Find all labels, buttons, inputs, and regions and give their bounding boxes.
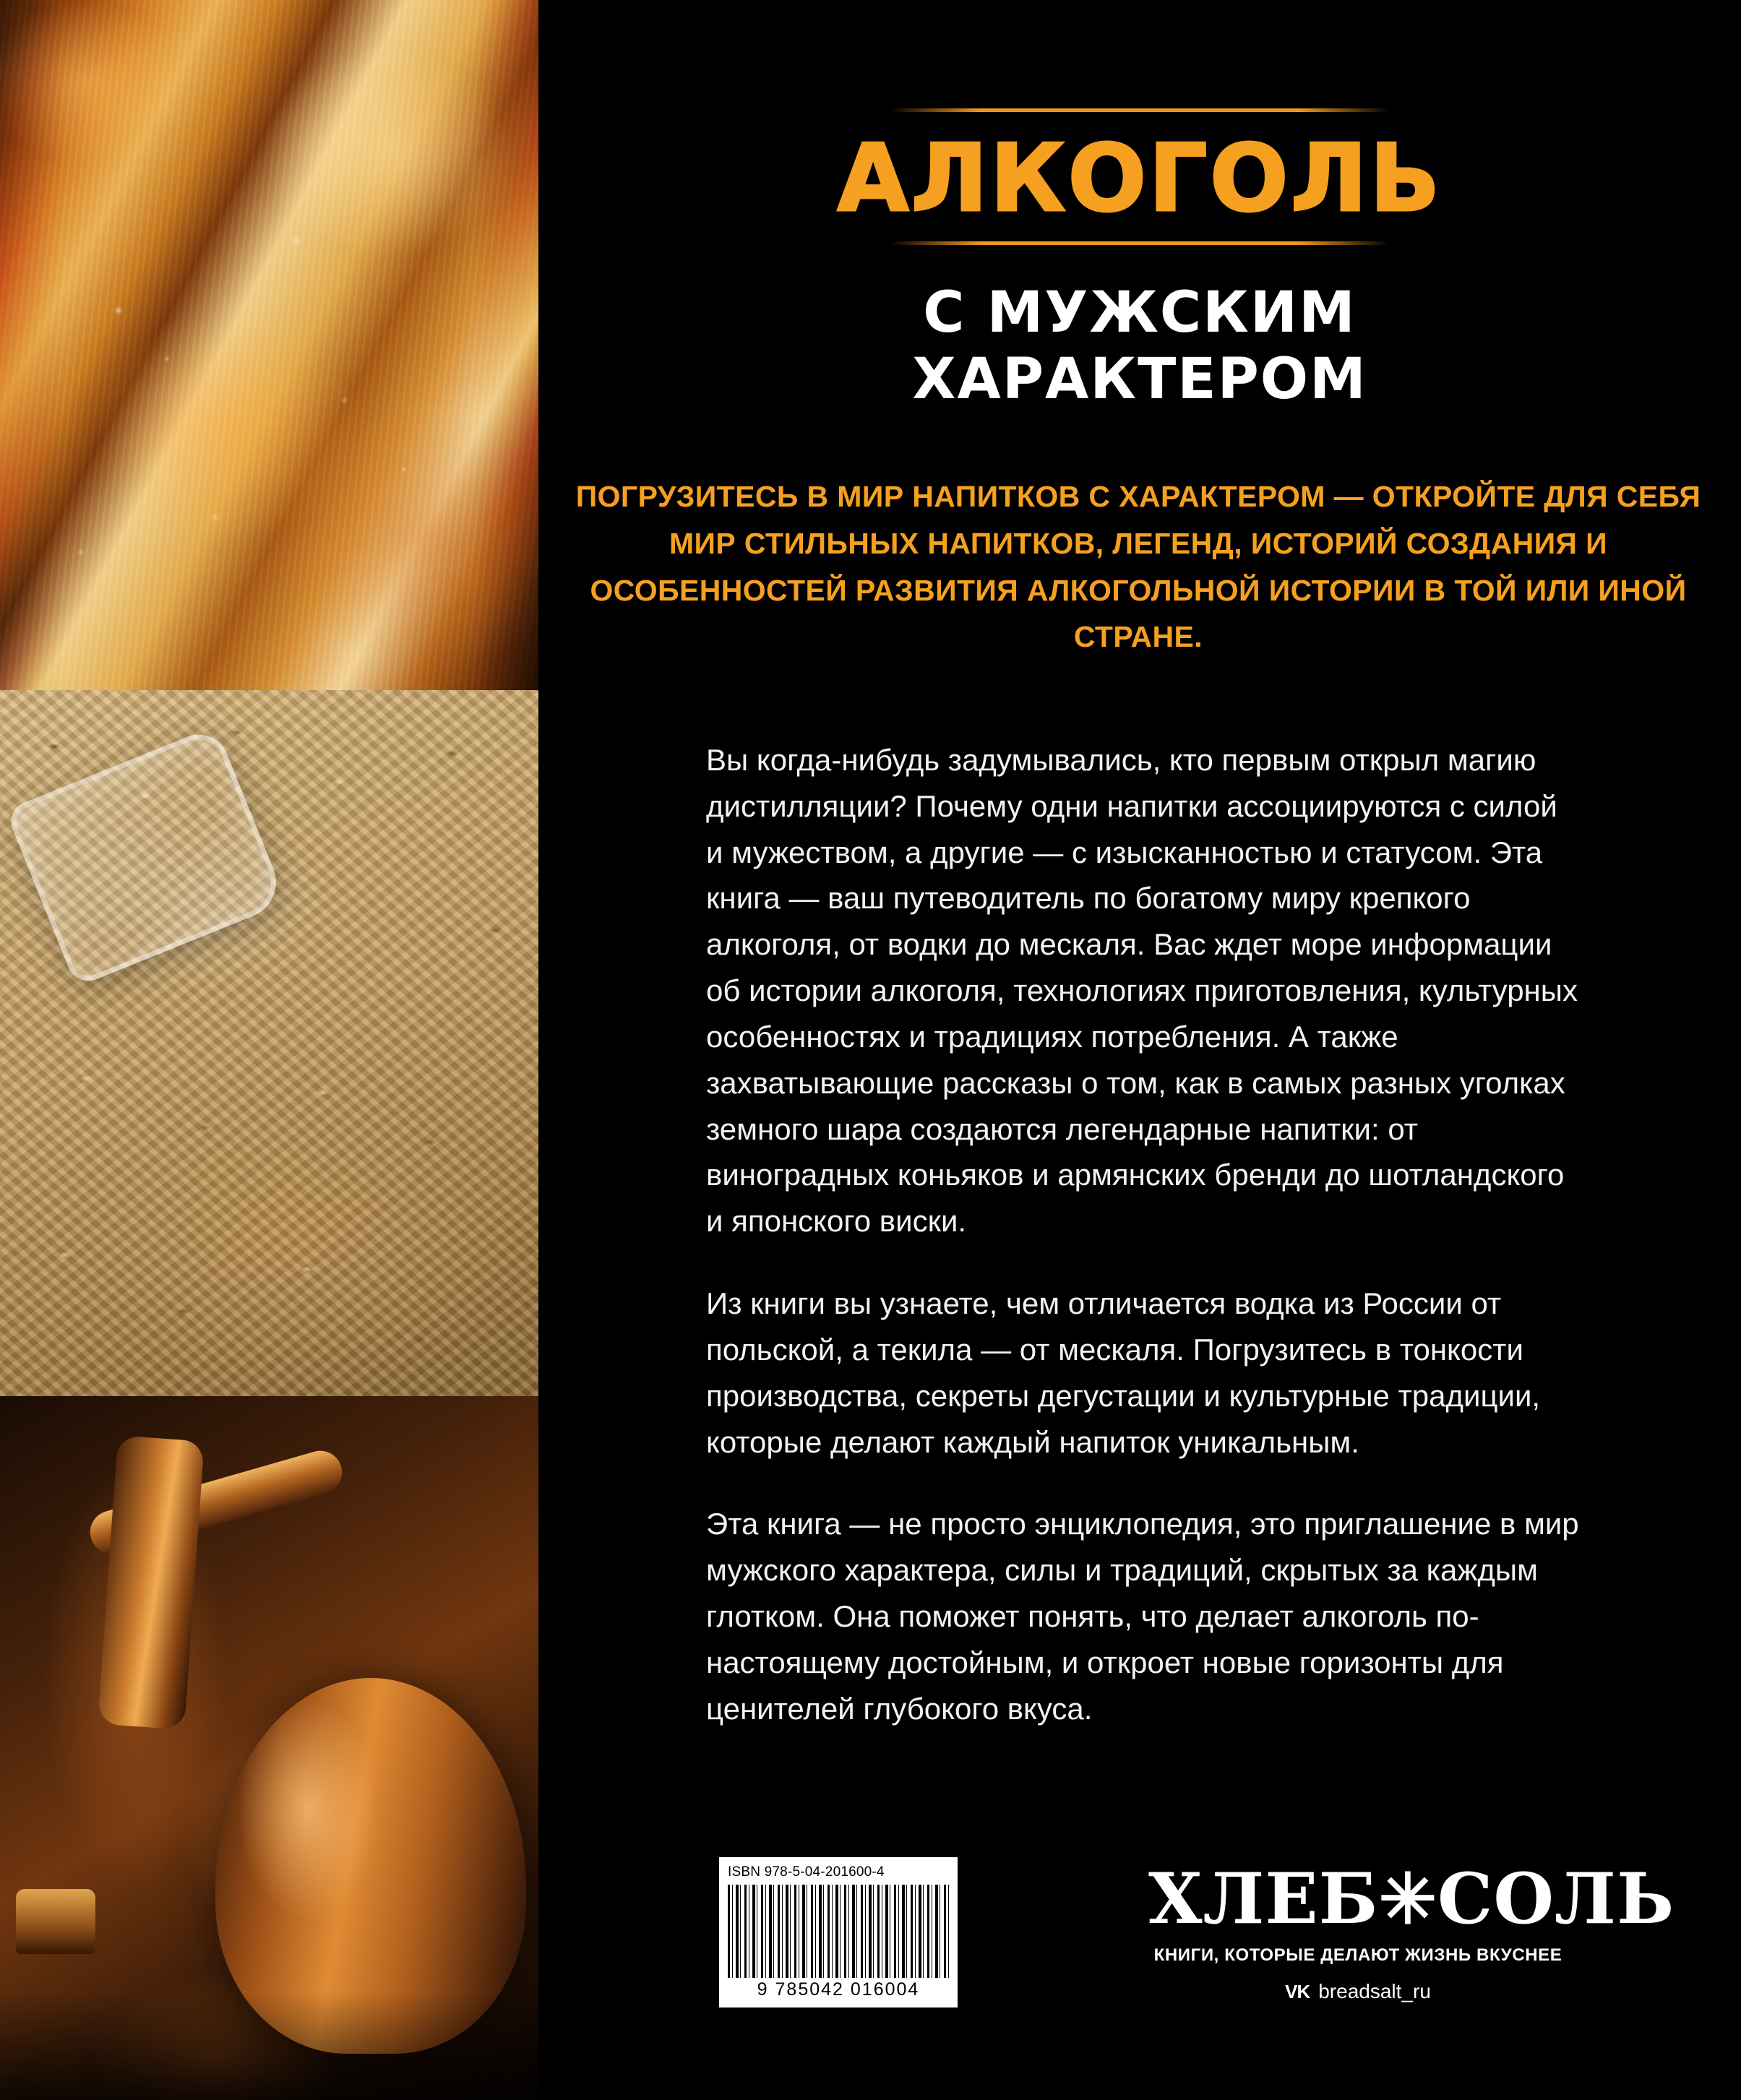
title-rule-top bbox=[890, 108, 1389, 112]
social-handle: breadsalt_ru bbox=[1318, 1980, 1431, 2002]
cover-content bbox=[538, 0, 1741, 2100]
cover-footer bbox=[538, 1857, 1741, 2038]
book-subtitle bbox=[538, 280, 1741, 413]
tipped-glass-shape bbox=[5, 725, 287, 986]
blurb-paragraph: Из книги вы узнаете, чем отличается водка из России от польской, а текила — от мескаля. Погрузитесь в тонкости производства, секреты дегустации и культурные традиции, которые делают каждый напиток уникальным. bbox=[706, 1286, 1541, 1459]
photo-column bbox=[0, 0, 538, 2100]
still-neck-shape bbox=[98, 1436, 205, 1730]
cover-blurb bbox=[706, 737, 1581, 1732]
book-subtitle-line-2: ХАРАКТЕРОМ bbox=[912, 346, 1367, 412]
vk-icon: VK bbox=[1285, 1980, 1310, 2002]
publisher-tagline: КНИГИ, КОТОРЫЕ ДЕЛАЮТ ЖИЗНЬ ВКУСНЕЕ bbox=[1153, 1945, 1562, 1965]
title-rule-bottom bbox=[890, 241, 1389, 245]
barcode bbox=[719, 1857, 958, 2008]
isbn-text: ISBN 978-5-04-201600-4 bbox=[728, 1864, 885, 1880]
barcode-digits: 9 785042 016004 bbox=[757, 1979, 920, 2000]
book-subtitle-line-1: С МУЖСКИМ bbox=[923, 280, 1357, 345]
amber-glasses-photo bbox=[0, 0, 538, 690]
still-tap-shape bbox=[16, 1889, 95, 1954]
publisher-social bbox=[1148, 1980, 1568, 2003]
blurb-paragraph: Эта книга — не просто энциклопедия, это приглашение в мир мужского характера, силы и традиций, скрытых за каждым глотком. Она поможет понять, что делает алкоголь по-настоящему достойным, и откроет новые горизонты для ценителей глубокого вкуса. bbox=[706, 1507, 1579, 1726]
blurb-paragraph: Вы когда-нибудь задумывались, кто первым открыл магию дистилляции? Почему одни напитки ассоциируются с силой и мужеством, а другие — с изысканностью и статусом. Эта книга — ваш путеводитель по богатому миру крепкого алкоголя, от водки до мескаля. Вас ждет море информации об истории алкоголя, технологиях приготовления, культурных особенностях и традициях потребления. А также захватывающие рассказы о том, как в самых разных уголках земного шара создаются легендарные напитки: от виноградных коньяков и армянских бренди до шотландского и японского виски. bbox=[706, 743, 1578, 1239]
barcode-bars bbox=[728, 1885, 949, 1978]
barley-malt-photo bbox=[0, 690, 538, 1396]
title-block bbox=[538, 108, 1741, 413]
publisher-logo bbox=[1148, 1858, 1675, 2003]
still-base-shadow bbox=[0, 1992, 538, 2100]
copper-still-photo bbox=[0, 1396, 538, 2100]
book-title: АЛКОГОЛЬ bbox=[837, 125, 1443, 233]
cover-lede: ПОГРУЗИТЕСЬ В МИР НАПИТКОВ С ХАРАКТЕРОМ — ОТКРОЙТЕ ДЛЯ СЕБЯ МИР СТИЛЬНЫХ НАПИТКОВ, ЛЕГЕНД, ИСТОРИЙ СОЗДАНИЯ И ОСОБЕННОСТЕЙ РАЗВИТИЯ АЛКОГОЛЬНОЙ ИСТОРИИ В ТОЙ ИЛИ ИНОЙ СТРАНЕ. bbox=[575, 480, 1701, 654]
publisher-name: ХЛЕБ✳СОЛЬ bbox=[1148, 1858, 1675, 1940]
